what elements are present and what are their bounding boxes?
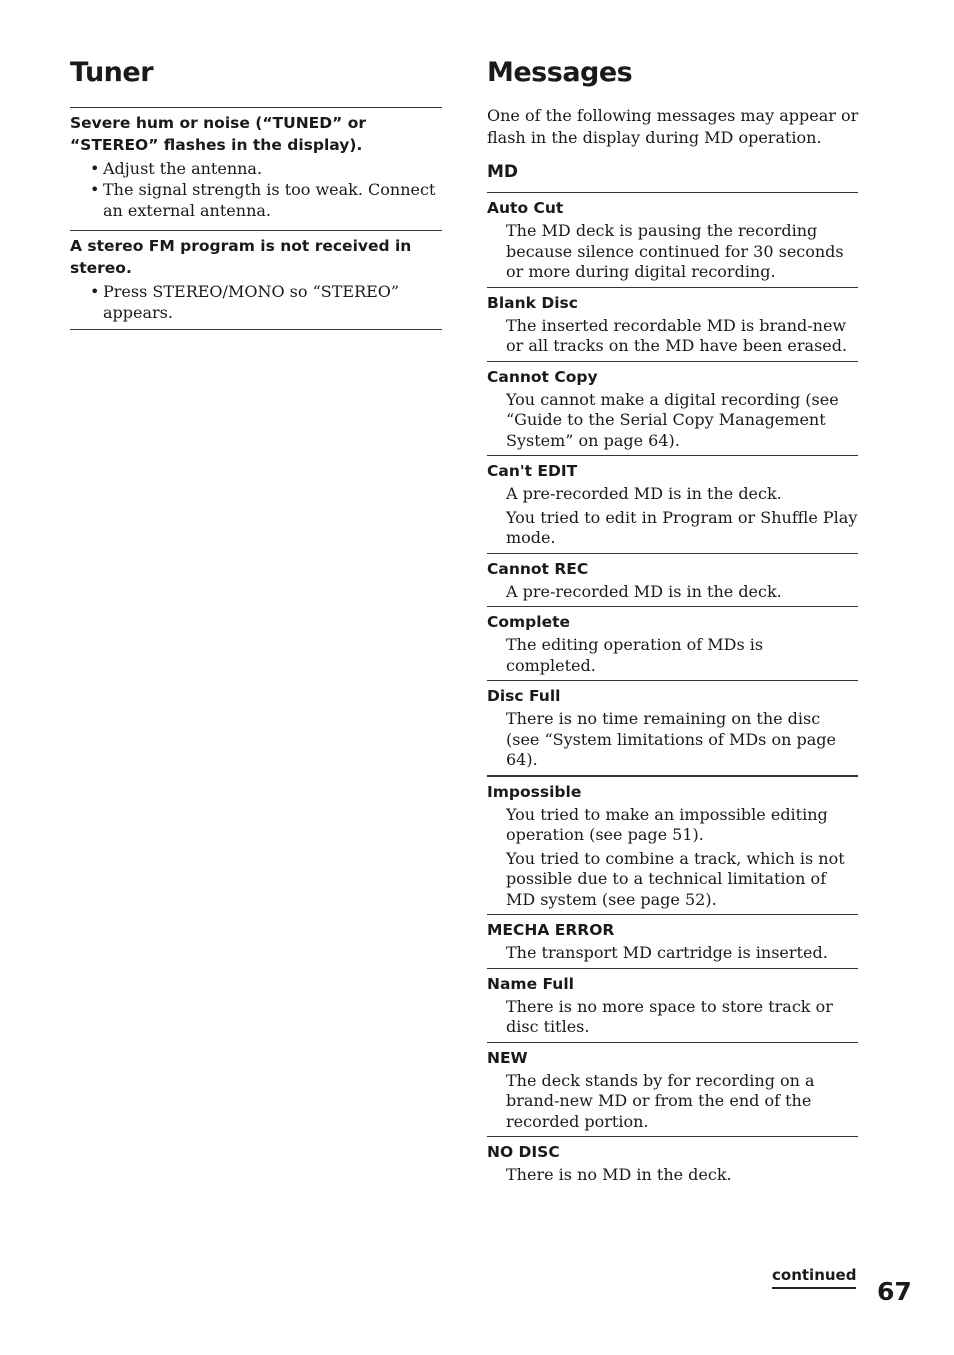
message-description: There is no MD in the deck. <box>506 1165 732 1184</box>
message-description: A pre-recorded MD is in the deck. <box>506 581 782 601</box>
message-item <box>487 606 858 680</box>
continued-label: continued <box>772 1264 856 1289</box>
message-description: There is no time remaining on the disc (see “System limitations of MDs on page 64). <box>506 709 836 769</box>
messages-intro: One of the following messages may appear or flash in the display during MD operation. <box>487 106 859 147</box>
tuner-bullet: • Press STEREO/MONO so “STEREO” appears. <box>90 281 442 323</box>
message-item <box>487 553 858 607</box>
message-title: Blank Disc <box>487 293 578 312</box>
message-title: NEW <box>487 1048 528 1067</box>
tuner-bullet: • Adjust the antenna. <box>90 158 442 179</box>
message-description: You cannot make a digital recording (see “Guide to the Serial Copy Management System” on page 64). <box>506 389 839 450</box>
tuner-heading: Tuner <box>70 57 154 88</box>
divider <box>70 230 442 231</box>
message-title: Cannot REC <box>487 559 589 578</box>
message-item <box>487 968 858 1042</box>
message-item <box>487 287 858 361</box>
message-description: You tried to edit in Program or Shuffle Play mode. <box>506 507 858 547</box>
message-item <box>487 361 858 456</box>
page-number: 67 <box>877 1277 912 1306</box>
message-item <box>487 192 858 287</box>
md-section-heading: MD <box>487 162 519 182</box>
message-item <box>487 914 858 968</box>
tuner-item <box>70 107 442 221</box>
message-item <box>487 775 858 915</box>
message-title: Impossible <box>487 782 582 801</box>
tuner-item <box>70 230 442 323</box>
message-description: You tried to combine a track, which is not possible due to a technical limitation of MD system (see page 52). <box>506 848 845 909</box>
divider <box>70 329 442 330</box>
message-title: NO DISC <box>487 1143 560 1161</box>
message-description: The deck stands by for recording on a brand-new MD or from the end of the recorded portion. <box>506 1070 815 1131</box>
message-description: The transport MD cartridge is inserted. <box>506 943 828 962</box>
message-title: Name Full <box>487 974 574 993</box>
tuner-bullet: • The signal strength is too weak. Connect an external antenna. <box>90 179 442 221</box>
message-title: Auto Cut <box>487 199 564 217</box>
message-description: There is no more space to store track or disc titles. <box>506 996 833 1036</box>
message-item <box>487 1042 858 1137</box>
message-description: The MD deck is pausing the recording because silence continued for 30 seconds or more during digital recording. <box>506 221 844 281</box>
message-title: MECHA ERROR <box>487 921 615 939</box>
messages-heading: Messages <box>487 57 633 88</box>
message-list <box>487 192 858 1190</box>
message-description: The inserted recordable MD is brand-new or all tracks on the MD have been erased. <box>506 315 848 355</box>
tuner-bullet-list <box>70 158 442 221</box>
tuner-item-title: Severe hum or noise (“TUNED” or “STEREO” flashes in the display). <box>70 114 367 154</box>
message-description: The editing operation of MDs is completed. <box>506 635 764 675</box>
message-item <box>487 1136 858 1190</box>
message-title: Disc Full <box>487 687 561 705</box>
message-title: Cannot Copy <box>487 367 598 386</box>
message-description: A pre-recorded MD is in the deck. <box>506 484 782 503</box>
message-item <box>487 680 858 775</box>
message-description: You tried to make an impossible editing operation (see page 51). <box>506 804 828 844</box>
tuner-bullet-list <box>70 281 442 323</box>
tuner-item-title: A stereo FM program is not received in stereo. <box>70 237 412 277</box>
message-title: Complete <box>487 613 571 631</box>
message-item <box>487 455 858 553</box>
message-title: Can't EDIT <box>487 462 578 480</box>
divider <box>70 107 442 108</box>
